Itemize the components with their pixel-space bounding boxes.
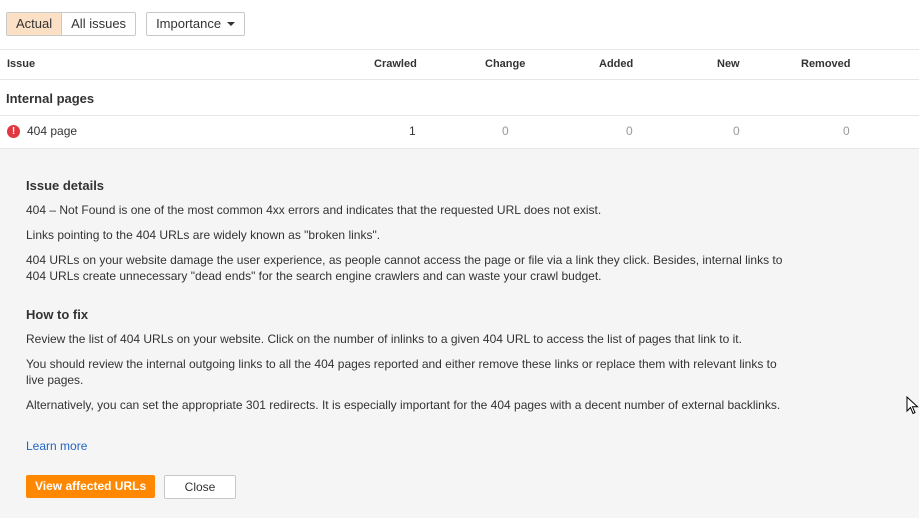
section-row [0, 80, 919, 115]
crawled-count[interactable]: 1 [409, 124, 416, 138]
column-change[interactable]: Change [485, 58, 526, 70]
importance-label: Importance [156, 16, 222, 31]
column-added[interactable]: Added [599, 58, 634, 70]
column-removed[interactable]: Removed [801, 58, 851, 70]
change-count: 0 [502, 124, 509, 138]
caret-down-icon [227, 22, 235, 26]
table-row[interactable] [0, 116, 919, 148]
fix-paragraph: Review the list of 404 URLs on your website. Click on the number of inlinks to a given 404 URL to access the list of pages that link to it. [26, 332, 742, 346]
tab-actual[interactable]: Actual [7, 13, 62, 35]
issue-paragraph: 404 URLs on your website damage the user experience, as people cannot access the page or file via a link they click. Besides, internal links to 404 URLs create unnecessary "dead ends" for the search engine crawlers and can waste your crawl budget. [26, 253, 783, 283]
error-icon: ! [7, 125, 20, 138]
column-new[interactable]: New [717, 58, 740, 70]
issue-paragraph: Links pointing to the 404 URLs are widely known as "broken links". [26, 228, 381, 242]
close-button[interactable]: Close [164, 475, 236, 499]
importance-dropdown[interactable] [146, 12, 245, 36]
added-count: 0 [626, 124, 633, 138]
new-count: 0 [733, 124, 740, 138]
fix-paragraph: You should review the internal outgoing links to all the 404 pages reported and either remove these links or replace them with relevant links to live pages. [26, 357, 777, 387]
how-to-fix-heading: How to fix [26, 307, 89, 322]
issue-name[interactable]: 404 page [27, 124, 78, 138]
section-title: Internal pages [6, 91, 95, 106]
mouse-cursor-icon [906, 396, 919, 416]
fix-paragraph: Alternatively, you can set the appropriate 301 redirects. It is especially important for the 404 pages with a decent number of external backlinks. [26, 398, 781, 412]
learn-more-link[interactable]: Learn more [26, 439, 88, 453]
issue-details-heading: Issue details [26, 178, 105, 193]
removed-count: 0 [843, 124, 850, 138]
column-issue[interactable]: Issue [7, 58, 36, 70]
column-crawled[interactable]: Crawled [374, 58, 417, 70]
view-toggle [6, 12, 136, 36]
issue-details-panel [0, 149, 919, 518]
table-header [0, 50, 919, 79]
issue-paragraph: 404 – Not Found is one of the most common 4xx errors and indicates that the requested URL does not exist. [26, 203, 602, 217]
view-affected-urls-button[interactable]: View affected URLs [26, 475, 155, 498]
tab-all-issues[interactable]: All issues [71, 16, 127, 31]
toolbar [6, 12, 245, 36]
